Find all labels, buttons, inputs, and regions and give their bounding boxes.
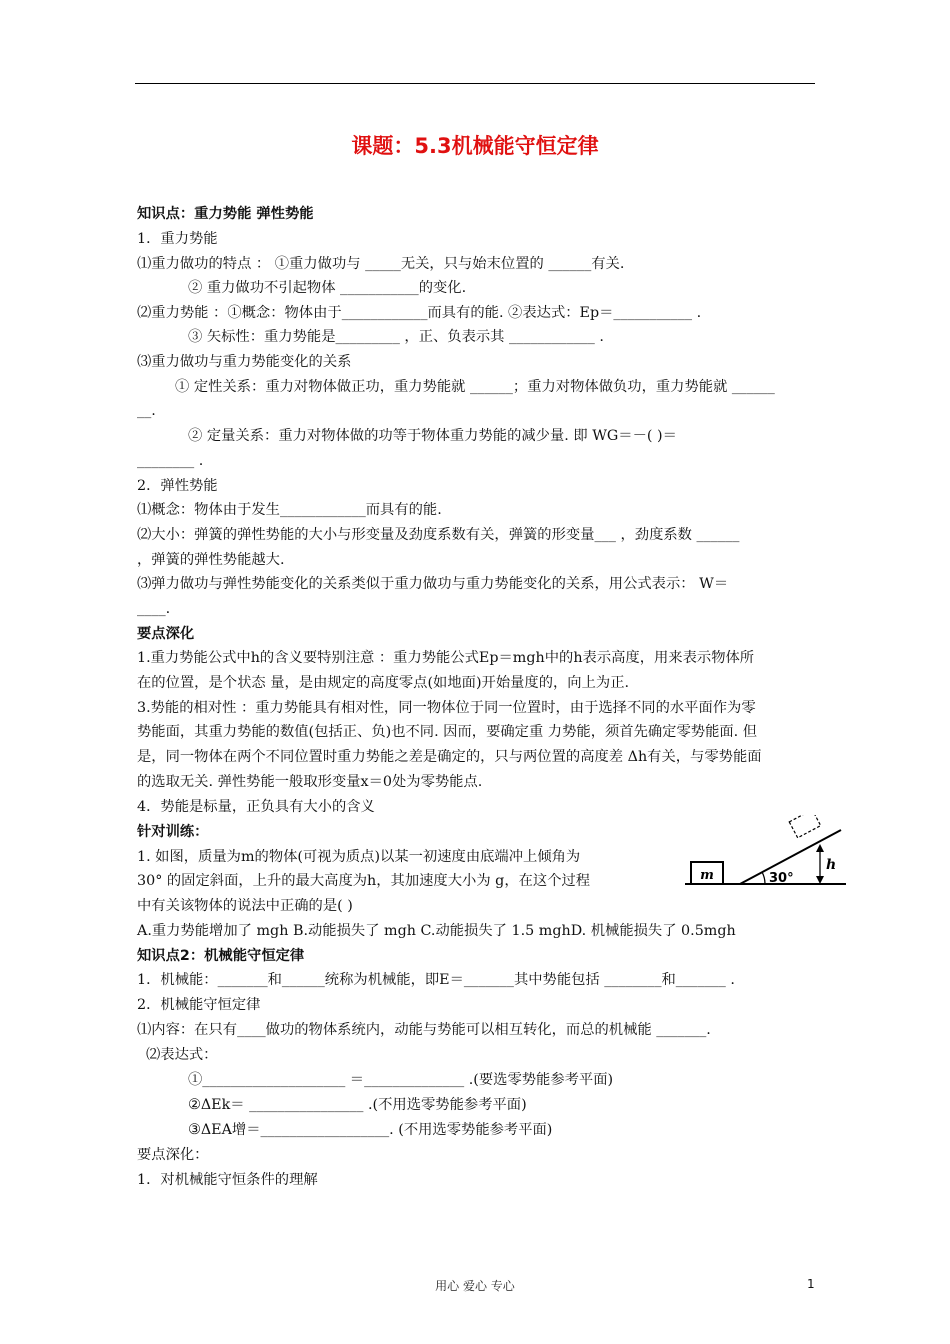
- text-line: ⑵大小：弹簧的弹性势能的大小与形变量及劲度系数有关，弹簧的形变量___ ，劲度系数 ______: [137, 527, 740, 543]
- text-line: A.重力势能增加了 mgh B.动能损失了 mgh C.动能损失了 1.5 mghD. 机械能损失了 0.5mgh: [137, 923, 736, 939]
- text-line: ____.: [137, 601, 171, 617]
- text-line: ⑵表达式：: [146, 1047, 218, 1063]
- footer-text: 用心 爱心 专心: [435, 1279, 515, 1293]
- dashed-block: [789, 815, 820, 838]
- angle-label: 30°: [769, 871, 794, 886]
- text-line: ⑴重力做功的特点 ： ①重力做功与 _____无关，只与始末位置的 ______有关.: [137, 256, 625, 272]
- text-line: 势能面，其重力势能的数值(包括正、负)也不同. 因而，要确定重 力势能，须首先确定零势能面. 但: [137, 724, 758, 740]
- text-line: 要点深化：: [137, 1147, 209, 1163]
- text-line: ⑶重力做功与重力势能变化的关系: [137, 354, 352, 370]
- text-line: 是，同一物体在两个不同位置时重力势能之差是确定的，只与两位置的高度差 Δh有关，与零势能面: [137, 749, 762, 765]
- text-line: ③ 矢标性：重力势能是_________ ，正、负表示其 ____________ .: [188, 329, 604, 345]
- text-line: ⑵重力势能 ：①概念：物体由于____________而具有的能. ②表达式：Ep＝___________ .: [137, 305, 702, 321]
- text-line: 1．重力势能: [137, 231, 218, 247]
- text-line: 的选取无关. 弹性势能一般取形变量x＝0处为零势能点.: [137, 774, 483, 790]
- page-title: 课题：5.3机械能守恒定律: [351, 134, 599, 158]
- text-line: 1．对机械能守恒条件的理解: [137, 1172, 318, 1188]
- text-line: 3.势能的相对性 ：重力势能具有相对性，同一物体位于同一位置时，由于选择不同的水平面作为零: [137, 700, 756, 716]
- page-number: 1: [807, 1277, 815, 1291]
- text-line: ②ΔEk＝ ________________ .(不用选零势能参考平面): [188, 1097, 527, 1113]
- text-line: ，弹簧的弹性势能越大.: [137, 552, 285, 568]
- text-line: 1. 如图，质量为m的物体(可视为质点)以某一初速度由底端冲上倾角为: [137, 849, 581, 865]
- text-line: 1.重力势能公式中h的含义要特别注意 ：重力势能公式Ep＝mgh中的h表示高度，用来表示物体所: [137, 650, 755, 666]
- text-line: 知识点2：机械能守恒定律: [137, 948, 305, 964]
- text-line: ⑴内容：在只有____做功的物体系统内，动能与势能可以相互转化，而总的机械能 _______.: [137, 1022, 711, 1038]
- text-line: ⑶弹力做功与弹性势能变化的关系类似于重力做功与重力势能变化的关系，用公式表示： W＝: [137, 576, 729, 592]
- text-line: 中有关该物体的说法中正确的是( ): [137, 898, 353, 914]
- text-line: 4．势能是标量，正负具有大小的含义: [137, 799, 375, 815]
- text-line: 要点深化: [137, 626, 195, 642]
- text-line: 针对训练：: [137, 824, 209, 840]
- incline-figure: [683, 815, 848, 890]
- text-line: ⑴概念：物体由于发生____________而具有的能.: [137, 502, 442, 518]
- text-line: 2．机械能守恒定律: [137, 997, 261, 1013]
- text-line: ________ .: [137, 453, 204, 469]
- text-line: ② 定量关系：重力对物体做的功等于物体重力势能的减少量. 即 WG＝－( )＝: [188, 428, 677, 444]
- text-line: 在的位置，是个状态 量，是由规定的高度零点(如地面)开始量度的，向上为正.: [137, 675, 630, 691]
- text-line: 1．机械能：_______和______统称为机械能，即E＝_______其中势能包括 ________和_______ .: [137, 972, 735, 988]
- text-line: ① 定性关系：重力对物体做正功，重力势能就 ______；重力对物体做负功，重力势能就 ______: [175, 379, 775, 395]
- mass-label: m: [700, 868, 714, 883]
- text-line: ② 重力做功不引起物体 ___________的变化.: [188, 280, 467, 296]
- text-line: __.: [137, 403, 156, 419]
- header-rule: [135, 83, 815, 84]
- text-line: 30° 的固定斜面，上升的最大高度为h，其加速度大小为 g，在这个过程: [137, 873, 591, 889]
- text-line: ③ΔEA增＝__________________. (不用选零势能参考平面): [188, 1122, 553, 1138]
- text-line: 知识点：重力势能 弹性势能: [137, 206, 314, 222]
- height-label: h: [826, 857, 837, 873]
- text-line: ①____________________ ＝______________ .(要选零势能参考平面): [188, 1072, 614, 1088]
- text-line: 2．弹性势能: [137, 478, 218, 494]
